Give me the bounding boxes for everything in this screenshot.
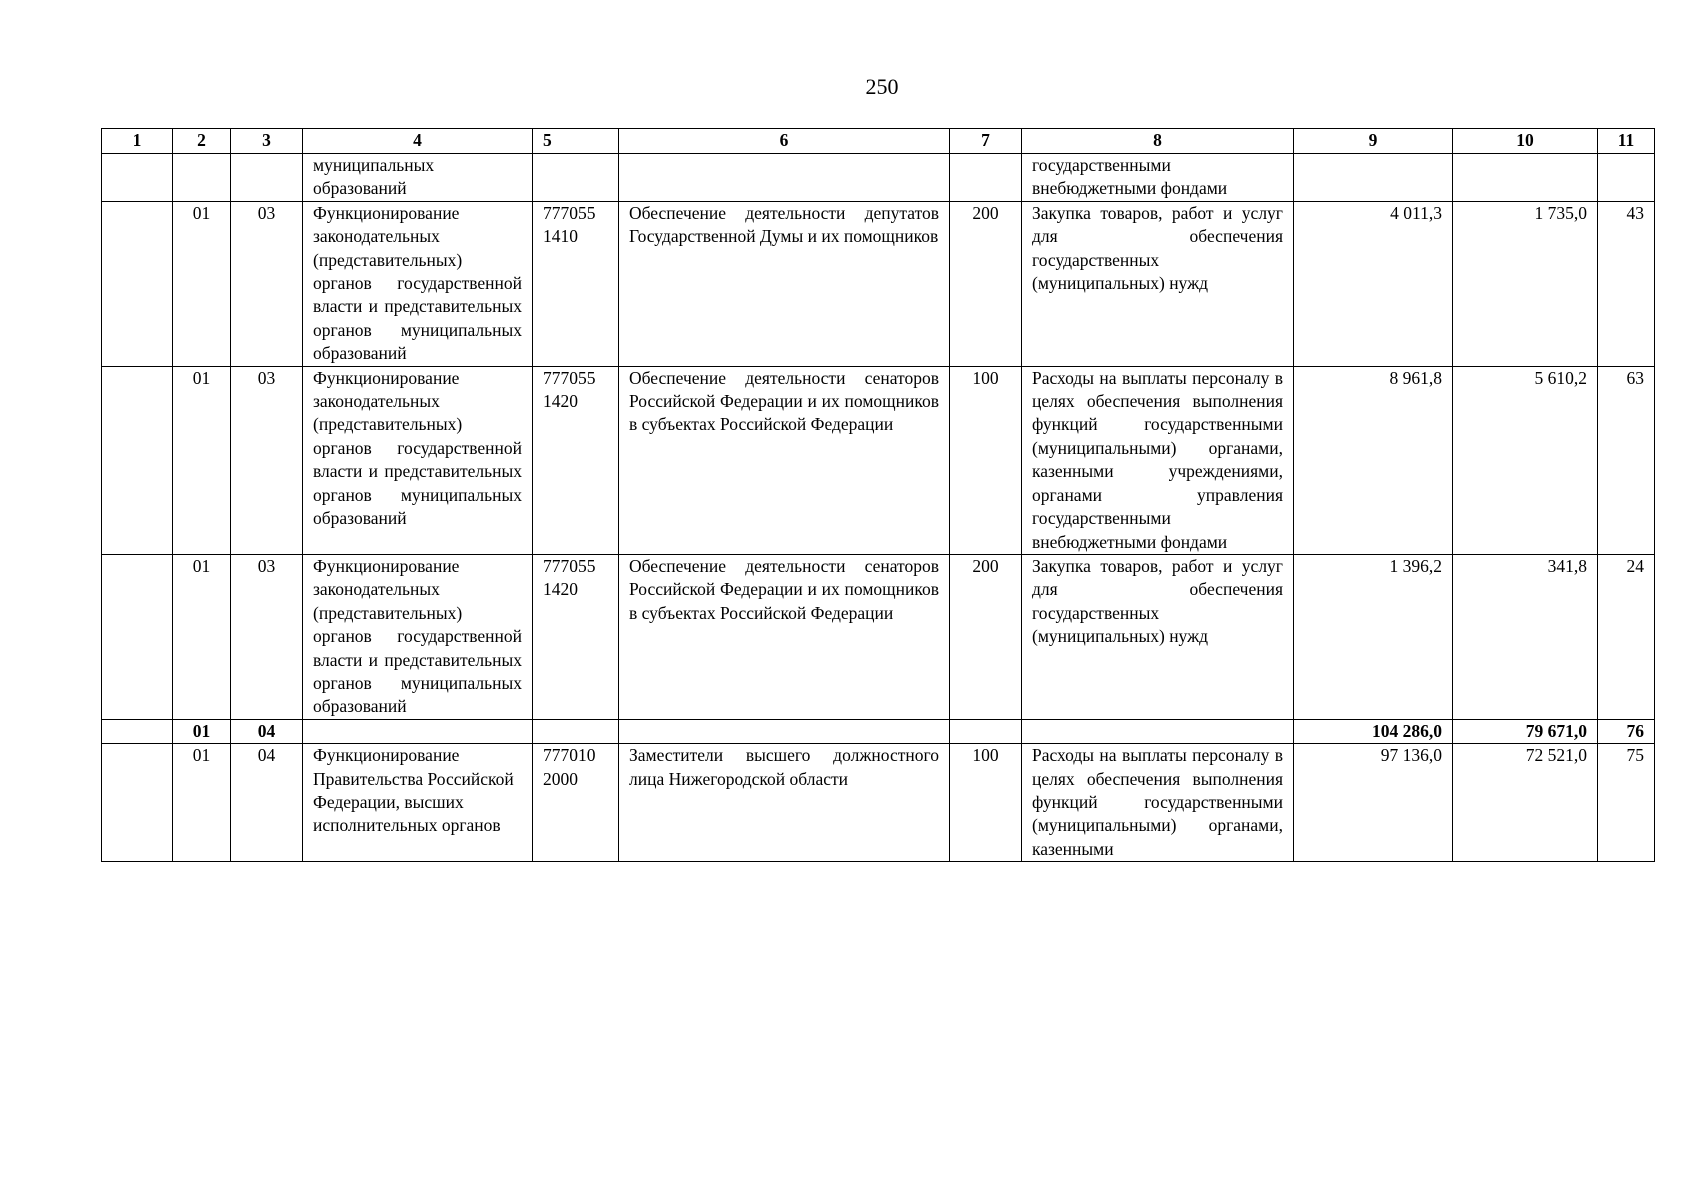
cell-percent: 76 (1598, 719, 1655, 743)
column-header-6: 6 (619, 129, 950, 154)
cell-target-name: Обеспечение деятельности сенаторов Российской Федерации и их помощников в субъектах Российской Федерации (619, 554, 950, 719)
cell-target-code (533, 744, 619, 862)
cell-amount-actual: 341,8 (1453, 554, 1598, 719)
cell-expense-type-name: Расходы на выплаты персоналу в целях обеспечения выполнения функций государственными (муниципальными) органами, казенными учреждениями, органами управления государственными внебюджетными фондами (1022, 366, 1294, 554)
budget-table (101, 128, 1655, 862)
cell-section: 01 (173, 201, 231, 366)
column-header-7: 7 (950, 129, 1022, 154)
table-row (102, 154, 1655, 202)
cell-percent: 63 (1598, 366, 1655, 554)
cell-section: 01 (173, 719, 231, 743)
cell-subsection: 03 (231, 201, 303, 366)
cell-col1 (102, 744, 173, 862)
cell-percent: 75 (1598, 744, 1655, 862)
cell-section-name: Функционирование законодательных (представительных) органов государственной власти и представительных органов муниципальных образований (303, 366, 533, 554)
cell-col1 (102, 366, 173, 554)
cell-expense-type-name (1022, 719, 1294, 743)
cell-target-name (619, 154, 950, 202)
column-header-11: 11 (1598, 129, 1655, 154)
cell-col1 (102, 554, 173, 719)
cell-amount-actual (1453, 154, 1598, 202)
cell-expense-type (950, 154, 1022, 202)
cell-col1 (102, 154, 173, 202)
table-row (102, 554, 1655, 719)
cell-section-name (303, 154, 533, 202)
cell-target-code (533, 554, 619, 719)
cell-target-name (619, 719, 950, 743)
cell-target-code (533, 201, 619, 366)
cell-amount-actual: 72 521,0 (1453, 744, 1598, 862)
cell-expense-type-name: Закупка товаров, работ и услуг для обеспечения государственных (муниципальных) нужд (1022, 201, 1294, 366)
cell-line: образований (313, 178, 407, 199)
column-header-5: 5 (533, 129, 619, 154)
cell-expense-type: 100 (950, 366, 1022, 554)
cell-amount-plan: 104 286,0 (1294, 719, 1453, 743)
cell-line: 777055 (543, 202, 596, 223)
cell-subsection: 04 (231, 744, 303, 862)
cell-amount-actual: 79 671,0 (1453, 719, 1598, 743)
cell-amount-actual: 1 735,0 (1453, 201, 1598, 366)
column-header-10: 10 (1453, 129, 1598, 154)
cell-subsection: 04 (231, 719, 303, 743)
cell-amount-plan: 97 136,0 (1294, 744, 1453, 862)
cell-percent (1598, 154, 1655, 202)
cell-expense-type: 200 (950, 554, 1022, 719)
cell-target-name: Обеспечение деятельности сенаторов Российской Федерации и их помощников в субъектах Российской Федерации (619, 366, 950, 554)
cell-expense-type-name: Закупка товаров, работ и услуг для обеспечения государственных (муниципальных) нужд (1022, 554, 1294, 719)
cell-col1 (102, 719, 173, 743)
cell-line: муниципальных (313, 155, 435, 175)
cell-section-name: Функционирование законодательных (представительных) органов государственной власти и представительных органов муниципальных образований (303, 554, 533, 719)
cell-line: 2000 (543, 768, 578, 789)
cell-line: 1410 (543, 226, 578, 247)
cell-subsection: 03 (231, 554, 303, 719)
column-header-9: 9 (1294, 129, 1453, 154)
page-number: 250 (865, 74, 899, 99)
cell-section: 01 (173, 366, 231, 554)
cell-expense-type (950, 719, 1022, 743)
cell-amount-plan: 4 011,3 (1294, 201, 1453, 366)
table-row (102, 366, 1655, 554)
cell-expense-type-name: Расходы на выплаты персоналу в целях обеспечения выполнения функций государственными (муниципальными) органами, казенными (1022, 744, 1294, 862)
cell-percent: 43 (1598, 201, 1655, 366)
cell-section (173, 154, 231, 202)
cell-target-code (533, 719, 619, 743)
cell-section: 01 (173, 554, 231, 719)
table-row (102, 201, 1655, 366)
table-row (102, 744, 1655, 862)
cell-expense-type-name (1022, 154, 1294, 202)
cell-percent: 24 (1598, 554, 1655, 719)
cell-target-name: Обеспечение деятельности депутатов Государственной Думы и их помощников (619, 201, 950, 366)
column-header-4: 4 (303, 129, 533, 154)
cell-expense-type: 200 (950, 201, 1022, 366)
column-header-8: 8 (1022, 129, 1294, 154)
cell-section-name (303, 719, 533, 743)
subtotal-row (102, 719, 1655, 743)
cell-subsection (231, 154, 303, 202)
cell-amount-plan (1294, 154, 1453, 202)
cell-line: государственными (1032, 155, 1171, 175)
cell-target-name: Заместители высшего должностного лица Нижегородской области (619, 744, 950, 862)
cell-amount-actual: 5 610,2 (1453, 366, 1598, 554)
cell-section: 01 (173, 744, 231, 862)
column-header-1: 1 (102, 129, 173, 154)
cell-amount-plan: 8 961,8 (1294, 366, 1453, 554)
cell-line: 777055 (543, 555, 596, 576)
cell-line: 777055 (543, 367, 596, 388)
table-header-row (102, 129, 1655, 154)
cell-target-code (533, 154, 619, 202)
cell-line: 777010 (543, 745, 596, 766)
cell-line: 1420 (543, 579, 578, 600)
cell-section-name: Функционирование законодательных (представительных) органов государственной власти и представительных органов муниципальных образований (303, 201, 533, 366)
cell-col1 (102, 201, 173, 366)
column-header-2: 2 (173, 129, 231, 154)
cell-amount-plan: 1 396,2 (1294, 554, 1453, 719)
cell-subsection: 03 (231, 366, 303, 554)
cell-line: внебюджетными фондами (1032, 178, 1228, 199)
cell-expense-type: 100 (950, 744, 1022, 862)
cell-target-code (533, 366, 619, 554)
column-header-3: 3 (231, 129, 303, 154)
cell-line: 1420 (543, 391, 578, 412)
cell-section-name: Функционирование Правительства Российской Федерации, высших исполнительных органов (303, 744, 533, 862)
